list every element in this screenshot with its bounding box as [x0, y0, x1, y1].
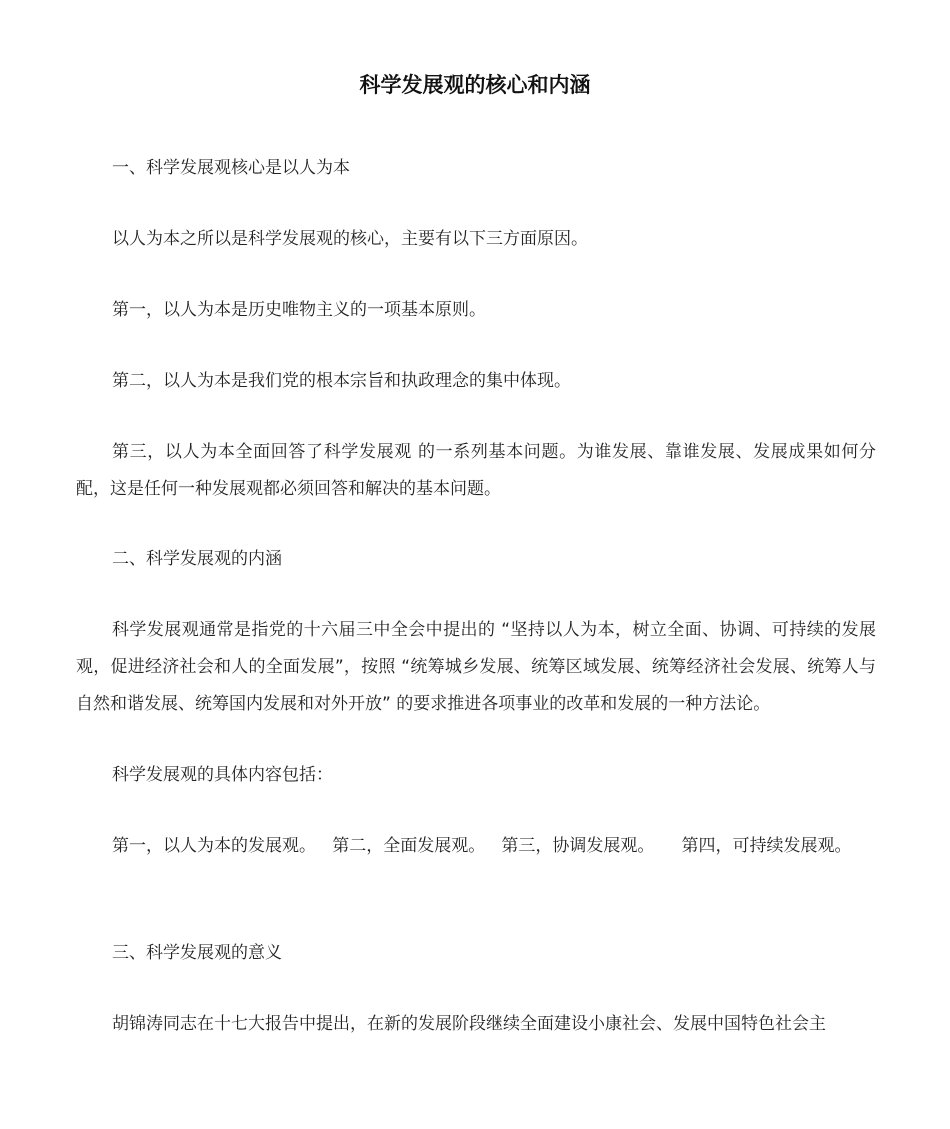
paragraph: 第二，以人为本是我们党的根本宗旨和执政理念的集中体现。: [112, 371, 571, 391]
section-heading-1: 一、科学发展观核心是以人为本: [112, 158, 350, 178]
document-title: 科学发展观的核心和内涵: [359, 73, 591, 97]
paragraph: 第三，以人为本全面回答了科学发展观 的一系列基本问题。为谁发展、靠谁发展、发展成果如何分配，这是任何一种发展观都必须回答和解决的基本问题。: [76, 442, 876, 499]
section-heading-2: 二、科学发展观的内涵: [112, 549, 282, 569]
paragraph: 科学发展观的具体内容包括：: [112, 765, 333, 785]
section-heading-3: 三、科学发展观的意义: [112, 943, 282, 963]
paragraph: 第一，以人为本是历史唯物主义的一项基本原则。: [112, 300, 486, 320]
paragraph: 以人为本之所以是科学发展观的核心，主要有以下三方面原因。: [112, 229, 588, 249]
paragraph: 胡锦涛同志在十七大报告中提出，在新的发展阶段继续全面建设小康社会、发展中国特色社会主: [112, 1014, 826, 1034]
paragraph: 科学发展观通常是指党的十六届三中全会中提出的 “坚持以人为本，树立全面、协调、可持续的发展观，促进经济社会和人的全面发展”，按照 “统筹城乡发展、统筹区域发展、统筹经济社会发展、统筹人与自然和谐发展、统筹国内发展和对外开放” 的要求推进各项事业的改革和发展的一种方法论。: [76, 620, 876, 714]
paragraph: 第一，以人为本的发展观。 第二，全面发展观。 第三，协调发展观。 第四，可持续发展观。: [112, 836, 852, 856]
